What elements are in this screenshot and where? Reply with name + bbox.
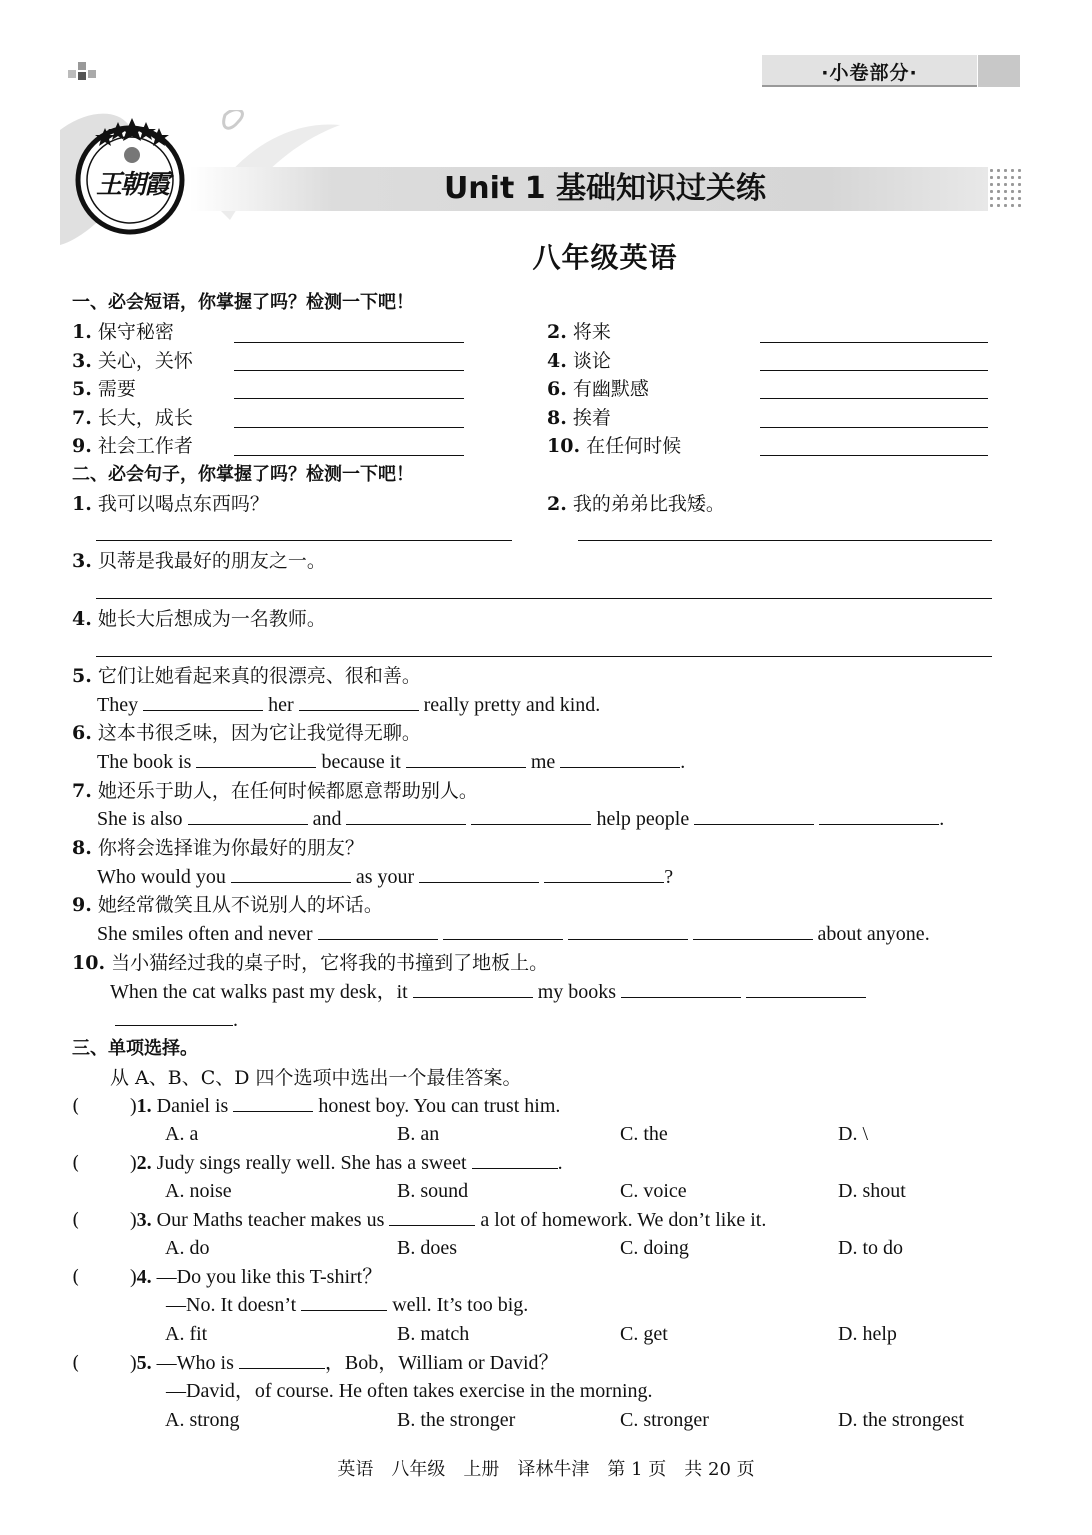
part1-heading: 一、必会短语，你掌握了吗？检测一下吧！ — [72, 292, 414, 313]
answer-blank[interactable] — [760, 427, 988, 428]
sentence-item: 3. 贝蒂是我最好的朋友之一。 — [72, 550, 326, 572]
answer-blank[interactable] — [389, 1209, 475, 1226]
answer-blank[interactable] — [760, 370, 988, 371]
fill-in-sentence: They her really pretty and kind. — [97, 694, 601, 716]
answer-blank[interactable] — [234, 455, 464, 456]
option[interactable]: C. doing — [620, 1237, 689, 1259]
page-subtitle: 八年级英语 — [532, 241, 678, 274]
answer-blank[interactable] — [406, 751, 526, 768]
option[interactable]: D. to do — [838, 1237, 903, 1259]
option[interactable]: B. an — [397, 1123, 440, 1145]
option[interactable]: B. sound — [397, 1180, 469, 1202]
option[interactable]: B. match — [397, 1323, 470, 1345]
answer-paren[interactable]: ( — [72, 1352, 80, 1374]
question-stem: )4. —Do you like this T-shirt？ — [130, 1266, 383, 1288]
unit-title: Unit 1 基础知识过关练 — [443, 171, 767, 206]
question-stem: )1. Daniel is honest boy. You can trust him. — [130, 1095, 561, 1117]
sentence-item: 9. 她经常微笑且从不说别人的坏话。 — [72, 894, 383, 916]
option[interactable]: B. the stronger — [397, 1409, 516, 1431]
option[interactable]: D. help — [838, 1323, 897, 1345]
answer-line[interactable] — [96, 598, 992, 599]
sentence-item: 4. 她长大后想成为一名教师。 — [72, 608, 326, 630]
answer-blank[interactable] — [560, 751, 680, 768]
answer-blank[interactable] — [746, 981, 866, 998]
phrase-item: 5. 需要 — [72, 378, 136, 400]
page-footer: 英语 八年级 上册 译林牛津 第 1 页 共 20 页 — [337, 1459, 755, 1480]
answer-blank[interactable] — [346, 808, 466, 825]
option[interactable]: D. the strongest — [838, 1409, 965, 1431]
phrase-item: 4. 谈论 — [547, 350, 611, 372]
answer-blank[interactable] — [760, 455, 988, 456]
phrase-item: 6. 有幽默感 — [547, 378, 649, 400]
answer-blank[interactable] — [301, 1294, 387, 1311]
answer-blank[interactable] — [760, 342, 988, 343]
sentence-item: 1. 我可以喝点东西吗？ — [72, 493, 269, 515]
phrase-item: 1. 保守秘密 — [72, 321, 174, 343]
option[interactable]: C. get — [620, 1323, 668, 1345]
part3-heading: 三、单项选择。 — [72, 1038, 198, 1059]
answer-blank[interactable] — [233, 1095, 313, 1112]
fill-in-sentence: . — [115, 1007, 238, 1033]
option[interactable]: A. strong — [165, 1409, 240, 1431]
sentence-item: 5. 它们让她看起来真的很漂亮、很和善。 — [72, 665, 421, 687]
title-bar-dots — [988, 167, 1024, 211]
answer-blank[interactable] — [471, 808, 591, 825]
answer-blank[interactable] — [143, 694, 263, 711]
fill-in-sentence: She smiles often and never about anyone. — [97, 923, 930, 945]
answer-blank[interactable] — [413, 981, 533, 998]
option[interactable]: A. do — [165, 1237, 210, 1259]
answer-line[interactable] — [96, 656, 992, 657]
answer-blank[interactable] — [443, 923, 563, 940]
sentence-item: 7. 她还乐于助人，在任何时候都愿意帮助别人。 — [72, 780, 478, 802]
sentence-item: 10. 当小猫经过我的桌子时，它将我的书撞到了地板上。 — [72, 952, 549, 974]
option[interactable]: A. noise — [165, 1180, 232, 1202]
answer-paren[interactable]: ( — [72, 1095, 80, 1117]
fill-in-sentence: Who would you as your ? — [97, 866, 674, 888]
phrase-item: 2. 将来 — [547, 321, 611, 343]
option[interactable]: C. the — [620, 1123, 668, 1145]
part3-instruction: 从 A、B、C、D 四个选项中选出一个最佳答案。 — [110, 1067, 522, 1089]
answer-blank[interactable] — [299, 694, 419, 711]
sentence-item: 8. 你将会选择谁为你最好的朋友？ — [72, 837, 364, 859]
phrase-item: 7. 长大，成长 — [72, 407, 193, 429]
part2-heading: 二、必会句子，你掌握了吗？检测一下吧！ — [72, 464, 414, 485]
option[interactable]: D. shout — [838, 1180, 906, 1202]
answer-blank[interactable] — [544, 866, 664, 883]
corner-decoration — [68, 62, 108, 88]
section-tag: ·小卷部分· — [821, 62, 918, 84]
answer-blank[interactable] — [231, 866, 351, 883]
option[interactable]: A. fit — [165, 1323, 208, 1345]
answer-blank[interactable] — [239, 1352, 325, 1369]
question-stem: )5. —Who is ，Bob，William or David？ — [130, 1352, 559, 1374]
answer-blank[interactable] — [568, 923, 688, 940]
logo-text: 王朝霞 — [95, 170, 168, 200]
answer-blank[interactable] — [234, 398, 464, 399]
answer-blank[interactable] — [196, 751, 316, 768]
phrase-item: 9. 社会工作者 — [72, 435, 193, 457]
answer-line[interactable] — [578, 540, 992, 541]
question-stem: )2. Judy sings really well. She has a sweet . — [130, 1152, 563, 1174]
answer-line[interactable] — [96, 540, 512, 541]
sentence-item: 6. 这本书很乏味，因为它让我觉得无聊。 — [72, 722, 421, 744]
answer-blank[interactable] — [694, 808, 814, 825]
answer-blank[interactable] — [115, 1009, 233, 1026]
answer-paren[interactable]: ( — [72, 1209, 80, 1231]
sentence-item: 2. 我的弟弟比我矮。 — [547, 493, 725, 515]
answer-blank[interactable] — [472, 1152, 558, 1169]
answer-blank[interactable] — [318, 923, 438, 940]
answer-blank[interactable] — [819, 808, 939, 825]
option[interactable]: B. does — [397, 1237, 457, 1259]
answer-paren[interactable]: ( — [72, 1152, 80, 1174]
question-stem-line2: —David，of course. He often takes exercise in the morning. — [166, 1380, 653, 1402]
answer-blank[interactable] — [234, 342, 464, 343]
answer-blank[interactable] — [621, 981, 741, 998]
answer-blank[interactable] — [234, 427, 464, 428]
fill-in-sentence: The book is because it me . — [97, 751, 686, 773]
phrase-item: 3. 关心，关怀 — [72, 350, 193, 372]
option[interactable]: C. voice — [620, 1180, 687, 1202]
answer-blank[interactable] — [760, 398, 988, 399]
phrase-item: 10. 在任何时候 — [547, 435, 682, 457]
answer-blank[interactable] — [234, 370, 464, 371]
option[interactable]: A. a — [165, 1123, 199, 1145]
phrase-item: 8. 挨着 — [547, 407, 611, 429]
section-tag-bar — [762, 55, 1020, 87]
option[interactable]: C. stronger — [620, 1409, 709, 1431]
answer-paren[interactable]: ( — [72, 1266, 80, 1288]
fill-in-sentence: When the cat walks past my desk，it my books — [110, 979, 866, 1005]
fill-in-sentence: She is also and help people . — [97, 808, 945, 830]
option[interactable]: D. \ — [838, 1123, 868, 1145]
answer-blank[interactable] — [693, 923, 813, 940]
answer-blank[interactable] — [419, 866, 539, 883]
question-stem-line2: —No. It doesn’t well. It’s too big. — [166, 1294, 529, 1316]
question-stem: )3. Our Maths teacher makes us a lot of homework. We don’t like it. — [130, 1209, 767, 1231]
answer-blank[interactable] — [188, 808, 308, 825]
